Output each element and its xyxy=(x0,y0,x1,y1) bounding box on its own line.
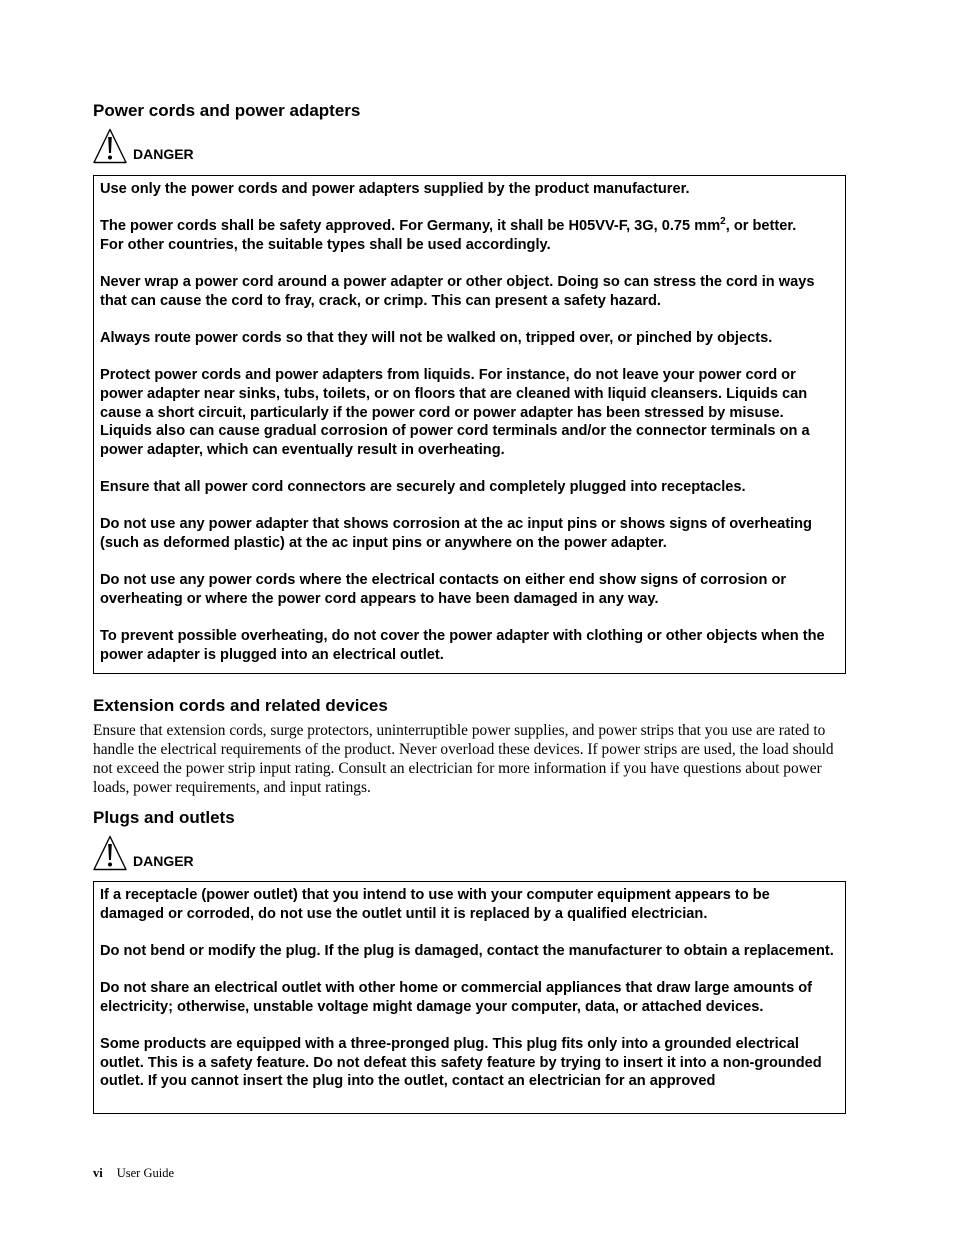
approval-text-other: For other countries, the suitable types shall be used accordingly. xyxy=(100,236,551,253)
warning-triangle-icon xyxy=(93,128,127,164)
footer-title: User Guide xyxy=(116,1166,175,1180)
danger-paragraph: To prevent possible overheating, do not cover the power adapter with clothing or other objects when the power adapter is plugged into an electrical outlet. xyxy=(100,628,825,663)
page-number: vi xyxy=(93,1166,103,1180)
approval-superscript: 2 xyxy=(720,216,726,228)
danger-paragraph-approval xyxy=(100,217,837,254)
danger-paragraph: Use only the power cords and power adapters supplied by the product manufacturer. xyxy=(100,181,690,197)
danger-box-plugs-outlets xyxy=(93,881,846,1114)
page-footer xyxy=(93,1166,174,1181)
danger-paragraph: If a receptacle (power outlet) that you intend to use with your computer equipment appears to be damaged or corroded, do not use the outlet until it is replaced by a qualified electrician. xyxy=(100,887,770,922)
extension-cords-body: Ensure that extension cords, surge protectors, uninterruptible power supplies, and power strips that you use are rated to handle the electrical requirements of the product. Never overload these devices. If power strips are used, the load should not exceed the power strip input rating. Consult an electrician for more information if you have questions about power loads, power requirements, and input ratings. xyxy=(93,722,834,796)
danger-paragraph: Do not share an electrical outlet with other home or commercial appliances that draw large amounts of electricity; otherwise, unstable voltage might damage your computer, data, or attached devices. xyxy=(100,980,813,1015)
approval-text-end: , or better. xyxy=(725,218,797,235)
danger-paragraph: Ensure that all power cord connectors are securely and completely plugged into receptacles. xyxy=(100,479,746,496)
section-heading-extension-cords: Extension cords and related devices xyxy=(93,696,388,715)
warning-triangle-icon xyxy=(93,835,127,871)
danger-box-power-cords xyxy=(93,175,846,674)
danger-paragraph: Never wrap a power cord around a power adapter or other object. Doing so can stress the cord in ways that can cause the cord to fray, crack, or crimp. This can present a safety hazard. xyxy=(100,274,815,309)
danger-paragraph: Protect power cords and power adapters from liquids. For instance, do not leave your power cord or power adapter near sinks, tubs, toilets, or on floors that are cleaned with liquid cleansers. Liquids can cause a short circuit, particularly if the power cord or power adapter has been stressed by misuse. Liquids also can cause gradual corrosion of power cord terminals and/or the connector terminals on a power adapter, which can eventually result in overheating. xyxy=(100,367,810,459)
danger-label: DANGER xyxy=(133,853,194,869)
danger-paragraph: Do not use any power cords where the electrical contacts on either end show signs of corrosion or overheating or where the power cord appears to have been damaged in any way. xyxy=(100,572,787,608)
danger-label: DANGER xyxy=(133,146,194,162)
danger-paragraph: Do not bend or modify the plug. If the plug is damaged, contact the manufacturer to obtain a replacement. xyxy=(100,942,834,959)
section-heading-plugs-outlets: Plugs and outlets xyxy=(93,808,235,827)
danger-paragraph: Some products are equipped with a three-pronged plug. This plug fits only into a grounded electrical outlet. This is a safety feature. Do not defeat this safety feature by trying to insert it into a non-grounded outlet. If you cannot insert the plug into the outlet, contact an electrician for an approved xyxy=(100,1036,822,1090)
danger-notice-2 xyxy=(93,835,194,871)
section-heading-power-cords: Power cords and power adapters xyxy=(93,101,361,120)
danger-notice-1 xyxy=(93,128,194,164)
approval-text: The power cords shall be safety approved. For Germany, it shall be H05VV-F, 3G, 0.75 mm xyxy=(100,218,721,235)
danger-paragraph: Always route power cords so that they will not be walked on, tripped over, or pinched by objects. xyxy=(100,330,773,347)
danger-paragraph: Do not use any power adapter that shows corrosion at the ac input pins or shows signs of overheating (such as deformed plastic) at the ac input pins or anywhere on the power adapter. xyxy=(100,516,812,552)
